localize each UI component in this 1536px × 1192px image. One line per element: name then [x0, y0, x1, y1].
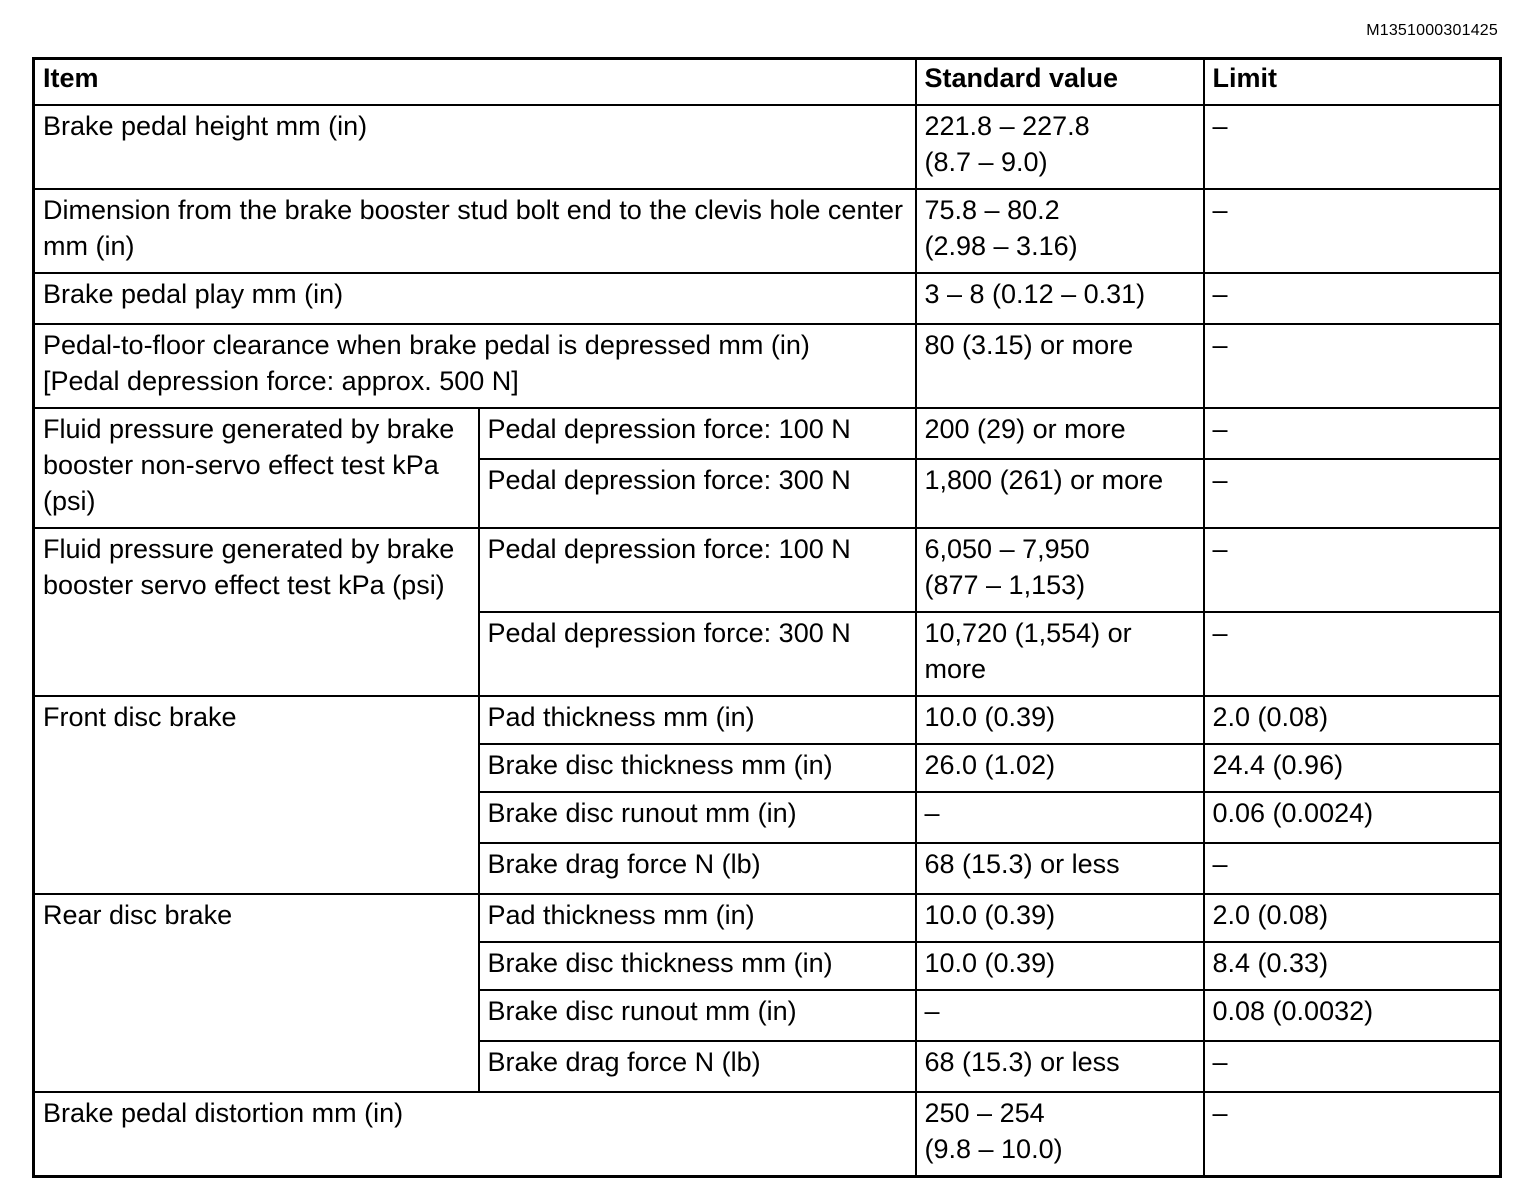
item-cell: Brake pedal distortion mm (in) — [34, 1092, 916, 1177]
condition-cell: Brake disc thickness mm (in) — [479, 744, 916, 792]
item-cell: Dimension from the brake booster stud bolt end to the clevis hole center mm (in) — [34, 189, 916, 273]
standard-cell: 68 (15.3) or less — [916, 843, 1204, 894]
limit-cell: 0.06 (0.0024) — [1204, 792, 1501, 843]
table-row — [34, 273, 1501, 324]
limit-cell: 2.0 (0.08) — [1204, 894, 1501, 942]
table-row — [34, 528, 1501, 612]
condition-cell: Pad thickness mm (in) — [479, 894, 916, 942]
standard-cell: 68 (15.3) or less — [916, 1041, 1204, 1092]
standard-cell: 221.8 – 227.8 (8.7 – 9.0) — [916, 105, 1204, 189]
limit-cell: – — [1204, 1041, 1501, 1092]
item-cell: Fluid pressure generated by brake booster non-servo effect test kPa (psi) — [34, 408, 479, 528]
standard-cell: 10.0 (0.39) — [916, 894, 1204, 942]
table-row — [34, 894, 1501, 942]
document-id: M1351000301425 — [1366, 22, 1498, 39]
item-cell: Rear disc brake — [34, 894, 479, 1092]
table-row — [34, 105, 1501, 189]
standard-cell: 80 (3.15) or more — [916, 324, 1204, 408]
standard-cell: 3 – 8 (0.12 – 0.31) — [916, 273, 1204, 324]
table-row — [34, 189, 1501, 273]
limit-cell: – — [1204, 1092, 1501, 1177]
condition-cell: Pedal depression force: 300 N — [479, 612, 916, 696]
limit-cell: 2.0 (0.08) — [1204, 696, 1501, 744]
limit-cell: – — [1204, 273, 1501, 324]
header-item: Item — [34, 59, 916, 105]
standard-cell: 200 (29) or more — [916, 408, 1204, 459]
limit-cell: 0.08 (0.0032) — [1204, 990, 1501, 1041]
condition-cell: Pad thickness mm (in) — [479, 696, 916, 744]
condition-cell: Pedal depression force: 300 N — [479, 459, 916, 528]
table-row — [34, 408, 1501, 459]
table-row — [34, 696, 1501, 744]
item-cell: Front disc brake — [34, 696, 479, 894]
standard-cell: – — [916, 792, 1204, 843]
standard-cell: 10,720 (1,554) or more — [916, 612, 1204, 696]
limit-cell: – — [1204, 459, 1501, 528]
limit-cell: – — [1204, 528, 1501, 612]
condition-cell: Brake disc runout mm (in) — [479, 792, 916, 843]
specification-table — [32, 57, 1502, 1178]
condition-cell: Brake disc thickness mm (in) — [479, 942, 916, 990]
table-row — [34, 324, 1501, 408]
header-limit: Limit — [1204, 59, 1501, 105]
item-cell: Fluid pressure generated by brake booster servo effect test kPa (psi) — [34, 528, 479, 696]
item-cell: Brake pedal play mm (in) — [34, 273, 916, 324]
table-row — [34, 1092, 1501, 1177]
limit-cell: – — [1204, 105, 1501, 189]
limit-cell: – — [1204, 324, 1501, 408]
limit-cell: – — [1204, 843, 1501, 894]
header-standard-value: Standard value — [916, 59, 1204, 105]
limit-cell: – — [1204, 189, 1501, 273]
limit-cell: 24.4 (0.96) — [1204, 744, 1501, 792]
item-cell: Pedal-to-floor clearance when brake pedal is depressed mm (in) [Pedal depression force: approx. 500 N] — [34, 324, 916, 408]
standard-cell: 6,050 – 7,950 (877 – 1,153) — [916, 528, 1204, 612]
standard-cell: 10.0 (0.39) — [916, 942, 1204, 990]
condition-cell: Brake drag force N (lb) — [479, 843, 916, 894]
limit-cell: – — [1204, 408, 1501, 459]
standard-cell: 1,800 (261) or more — [916, 459, 1204, 528]
condition-cell: Pedal depression force: 100 N — [479, 528, 916, 612]
limit-cell: 8.4 (0.33) — [1204, 942, 1501, 990]
limit-cell: – — [1204, 612, 1501, 696]
condition-cell: Brake disc runout mm (in) — [479, 990, 916, 1041]
condition-cell: Pedal depression force: 100 N — [479, 408, 916, 459]
standard-cell: – — [916, 990, 1204, 1041]
standard-cell: 75.8 – 80.2 (2.98 – 3.16) — [916, 189, 1204, 273]
header-row — [34, 59, 1501, 105]
standard-cell: 26.0 (1.02) — [916, 744, 1204, 792]
standard-cell: 250 – 254 (9.8 – 10.0) — [916, 1092, 1204, 1177]
item-cell: Brake pedal height mm (in) — [34, 105, 916, 189]
condition-cell: Brake drag force N (lb) — [479, 1041, 916, 1092]
standard-cell: 10.0 (0.39) — [916, 696, 1204, 744]
